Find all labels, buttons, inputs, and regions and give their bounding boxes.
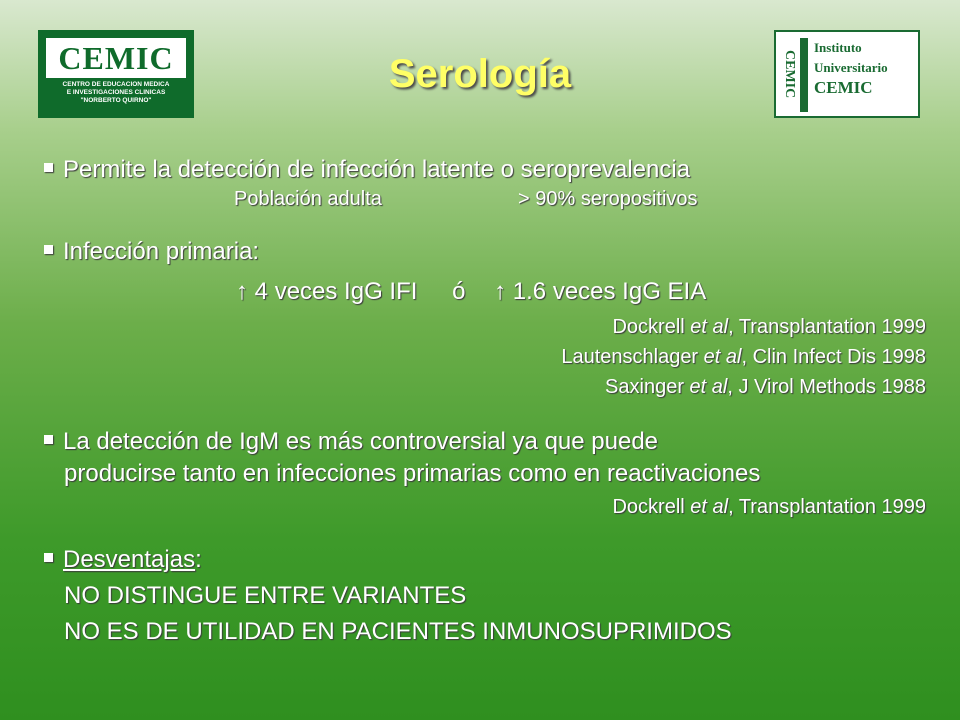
desventaja-variantes: NO DISTINGUE ENTRE VARIANTES [64,582,467,609]
ref-source: , Transplantation 1999 [728,496,926,518]
ref-author: Saxinger [605,376,690,398]
ref-source: , Transplantation 1999 [728,316,926,338]
cemic-logo-subtitle-line: E INVESTIGACIONES CLINICAS [66,89,166,96]
poblacion-adulta: Población adulta [234,188,382,210]
cemic-logo-name: CEMIC [46,38,186,78]
logo-line-1: Instituto [814,40,862,55]
bullet-colon: : [195,546,202,573]
bullet-text: La detección de IgM es más controversial ya que puede [63,428,659,455]
ref-etal: et al [690,496,729,518]
logo-line-3: CEMIC [814,78,873,97]
criterio-eia: 1.6 veces IgG EIA [512,278,707,305]
bullet-desventajas [44,546,202,574]
reference-dockrell-igm [612,496,926,519]
reference-dockrell [612,316,926,339]
arrow-up-icon: ↑ [236,278,248,305]
ref-etal: et al [689,376,728,398]
bullet-seroprevalencia [44,156,690,184]
arrow-up-icon: ↑ [494,278,507,305]
criterio-igg [236,278,706,306]
bullet-igm [44,428,658,456]
bullet-icon [44,553,53,562]
criterio-ifi: 4 veces IgG IFI [254,278,418,305]
igm-continuation: producirse tanto en infecciones primarias como en reactivaciones [64,460,761,487]
bullet-icon [44,435,53,444]
bullet-text: Permite la detección de infección latente o seroprevalencia [63,156,691,183]
bullet-icon [44,163,53,172]
ref-author: Lautenschlager [561,346,704,368]
cemic-logo-subtitle-line: CENTRO DE EDUCACION MEDICA [62,81,170,88]
ref-etal: et al [690,316,729,338]
ref-source: , J Virol Methods 1988 [727,376,926,398]
logo-vertical-text: CEMIC [782,49,797,99]
criterio-or: ó [452,278,466,305]
cemic-logo-subtitle-line: "NORBERTO QUIRNO" [80,97,152,104]
logo-line-2: Universitario [814,60,888,75]
ref-etal: et al [703,346,742,368]
slide-title: Serología [388,52,572,96]
bullet-infeccion-primaria [44,238,259,266]
bullet-icon [44,245,53,254]
desventaja-inmunosuprimidos: NO ES DE UTILIDAD EN PACIENTES INMUNOSUPRIMIDOS [64,618,732,645]
ref-author: Dockrell [612,316,691,338]
reference-lautenschlager [561,346,926,369]
bullet-text: Infección primaria: [63,238,260,265]
reference-saxinger [605,376,926,399]
bullet-text: Desventajas [63,546,196,573]
ref-source: , Clin Infect Dis 1998 [741,346,926,368]
ref-author: Dockrell [612,496,691,518]
seropositivos-value: > 90% seropositivos [518,188,698,210]
